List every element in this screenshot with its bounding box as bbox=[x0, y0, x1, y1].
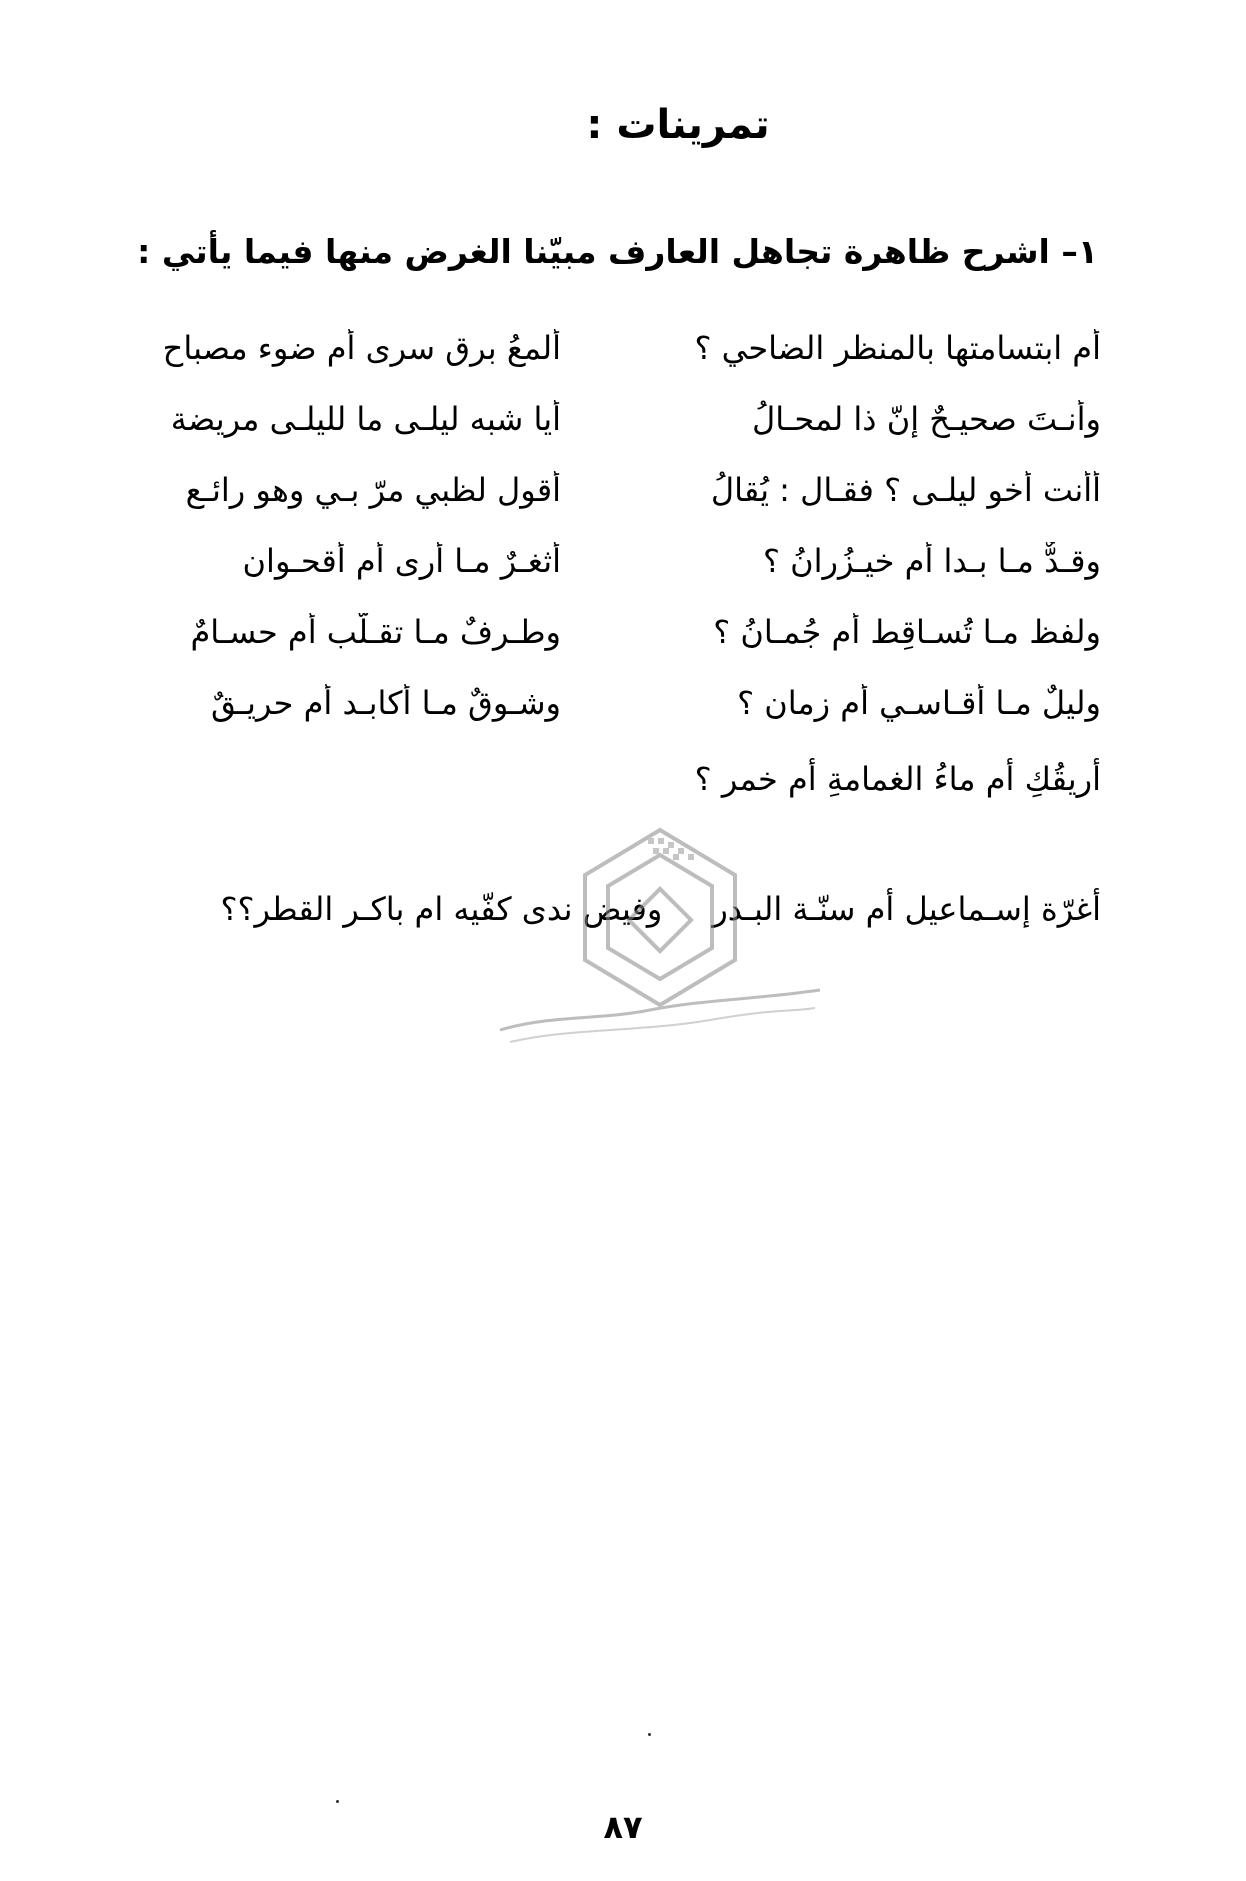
verse-line-a: أريقُكِ أم ماءُ الغمامةِ أم خمر ؟ bbox=[694, 760, 1101, 798]
page-number: ٨٧ bbox=[603, 1808, 643, 1846]
verse-first-hemistich: وطـرفٌ مـا تقـلّب أم حسـامٌ bbox=[190, 612, 561, 651]
verse-row bbox=[111, 667, 1101, 738]
verse-row bbox=[111, 454, 1101, 525]
verse-row bbox=[111, 312, 1101, 383]
verse-second-hemistich: أم ابتسامتها بالمنظر الضاحي ؟ bbox=[694, 328, 1101, 367]
verse-first-hemistich: أثغـرٌ مـا أرى أم أقحـوان bbox=[242, 541, 561, 580]
verse-line-b-second: وفيض ندى كفّيه ام باكـر القطر؟؟ bbox=[220, 890, 663, 928]
page-title: تمرينات : bbox=[586, 102, 770, 148]
verse-row bbox=[111, 383, 1101, 454]
scan-speck bbox=[648, 1733, 651, 1736]
exercise-question: ١– اشرح ظاهرة تجاهل العارف مبيّنا الغرض منها فيما يأتي : bbox=[137, 232, 1098, 271]
verse-first-hemistich: أقول لظبي مرّ بـي وهو رائـع bbox=[185, 470, 561, 509]
verse-second-hemistich: ولفظ مـا تُسـاقِط أم جُمـانُ ؟ bbox=[713, 612, 1101, 651]
verse-first-hemistich: أيا شبه ليلـى ما لليلـى مريضة bbox=[170, 399, 561, 438]
verse-row bbox=[111, 525, 1101, 596]
scan-speck bbox=[336, 1800, 339, 1803]
watermark-logo-icon bbox=[490, 820, 830, 1050]
verse-list bbox=[111, 312, 1101, 738]
verse-row bbox=[111, 596, 1101, 667]
verse-line-b-first: أغرّة إسـماعيل أم سنّـة البـدر bbox=[712, 890, 1101, 928]
verse-second-hemistich: وليلٌ مـا أقـاسـي أم زمان ؟ bbox=[737, 683, 1101, 722]
verse-second-hemistich: أأنت أخو ليلـى ؟ فقـال : يُقالُ bbox=[710, 470, 1101, 509]
verse-second-hemistich: وقـدٌّ مـا بـدا أم خيـزُرانُ ؟ bbox=[762, 541, 1101, 580]
verse-first-hemistich: ألمعُ برق سرى أم ضوء مصباح bbox=[162, 328, 561, 367]
verse-first-hemistich: وشـوقٌ مـا أكابـد أم حريـقٌ bbox=[210, 683, 561, 722]
verse-second-hemistich: وأنـتَ صحيـحٌ إنّ ذا لمحـالُ bbox=[751, 399, 1101, 438]
